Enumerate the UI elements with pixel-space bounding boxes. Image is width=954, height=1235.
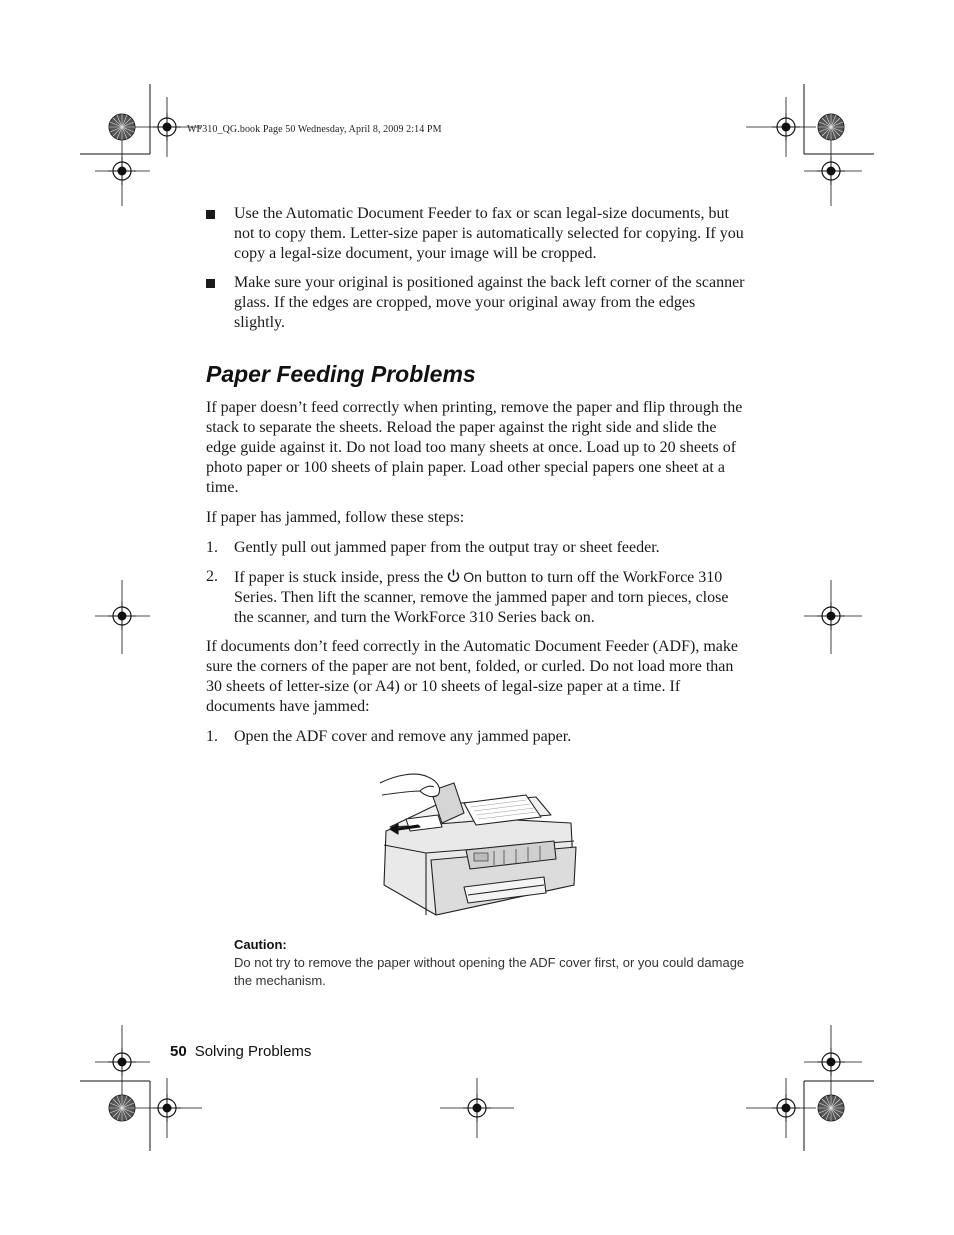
jam-intro-paragraph: If paper has jammed, follow these steps: [206, 509, 465, 526]
printer-illustration [376, 765, 581, 917]
caution-title: Caution: [234, 937, 287, 952]
caution-note [234, 936, 754, 990]
page-number: 50 [170, 1043, 187, 1060]
square-bullet-icon [206, 210, 215, 219]
bullet-item [206, 204, 746, 264]
footer-section: Solving Problems [194, 1043, 312, 1060]
step-item [206, 727, 746, 747]
step-number: 2. [206, 568, 218, 585]
step-number: 1. [206, 539, 218, 556]
power-icon [447, 569, 460, 583]
page-footer [170, 1043, 311, 1060]
step-text: Gently pull out jammed paper from the output tray or sheet feeder. [234, 539, 660, 556]
bullet-text: Use the Automatic Document Feeder to fax or scan legal-size documents, but not to copy them. Letter-size paper is automatically selected for copying. If you copy a legal-size document, your image will be cropped. [234, 205, 744, 262]
bullet-text: Make sure your original is positioned against the back left corner of the scanner glass. If the edges are cropped, move your original away from the edges slightly. [234, 274, 745, 331]
on-button-label: On [463, 569, 482, 585]
page-body [206, 204, 746, 756]
caution-text: Do not try to remove the paper without opening the ADF cover first, or you could damage the mechanism. [234, 955, 745, 988]
intro-paragraph: If paper doesn’t feed correctly when printing, remove the paper and flip through the stack to separate the sheets. Reload the paper against the right side and slide the edge guide against it. Do not load too many sheets at once. Load up to 20 sheets of photo paper or 100 sheets of plain paper. Load other special papers one sheet at a time. [206, 399, 743, 496]
step-item [206, 538, 746, 558]
step-number: 1. [206, 728, 218, 745]
step-text: Open the ADF cover and remove any jammed paper. [234, 728, 572, 745]
section-heading: Paper Feeding Problems [206, 361, 476, 387]
step-item [206, 567, 746, 628]
book-slug-line: WF310_QG.book Page 50 Wednesday, April 8, 2009 2:14 PM [187, 124, 442, 135]
step-text-post: button to turn off the WorkForce 310 Series. Then lift the scanner, remove the jammed paper and torn pieces, close the scanner, and turn the WorkForce 310 Series back on. [234, 569, 729, 626]
step-text-pre: If paper is stuck inside, press the [234, 569, 444, 586]
square-bullet-icon [206, 279, 215, 288]
bullet-item [206, 273, 746, 333]
adf-paragraph: If documents don’t feed correctly in the Automatic Document Feeder (ADF), make sure the corners of the paper are not bent, folded, or curled. Do not load more than 30 sheets of letter-size (or A4) or 10 sheets of legal-size paper at a time. If documents have jammed: [206, 638, 738, 715]
